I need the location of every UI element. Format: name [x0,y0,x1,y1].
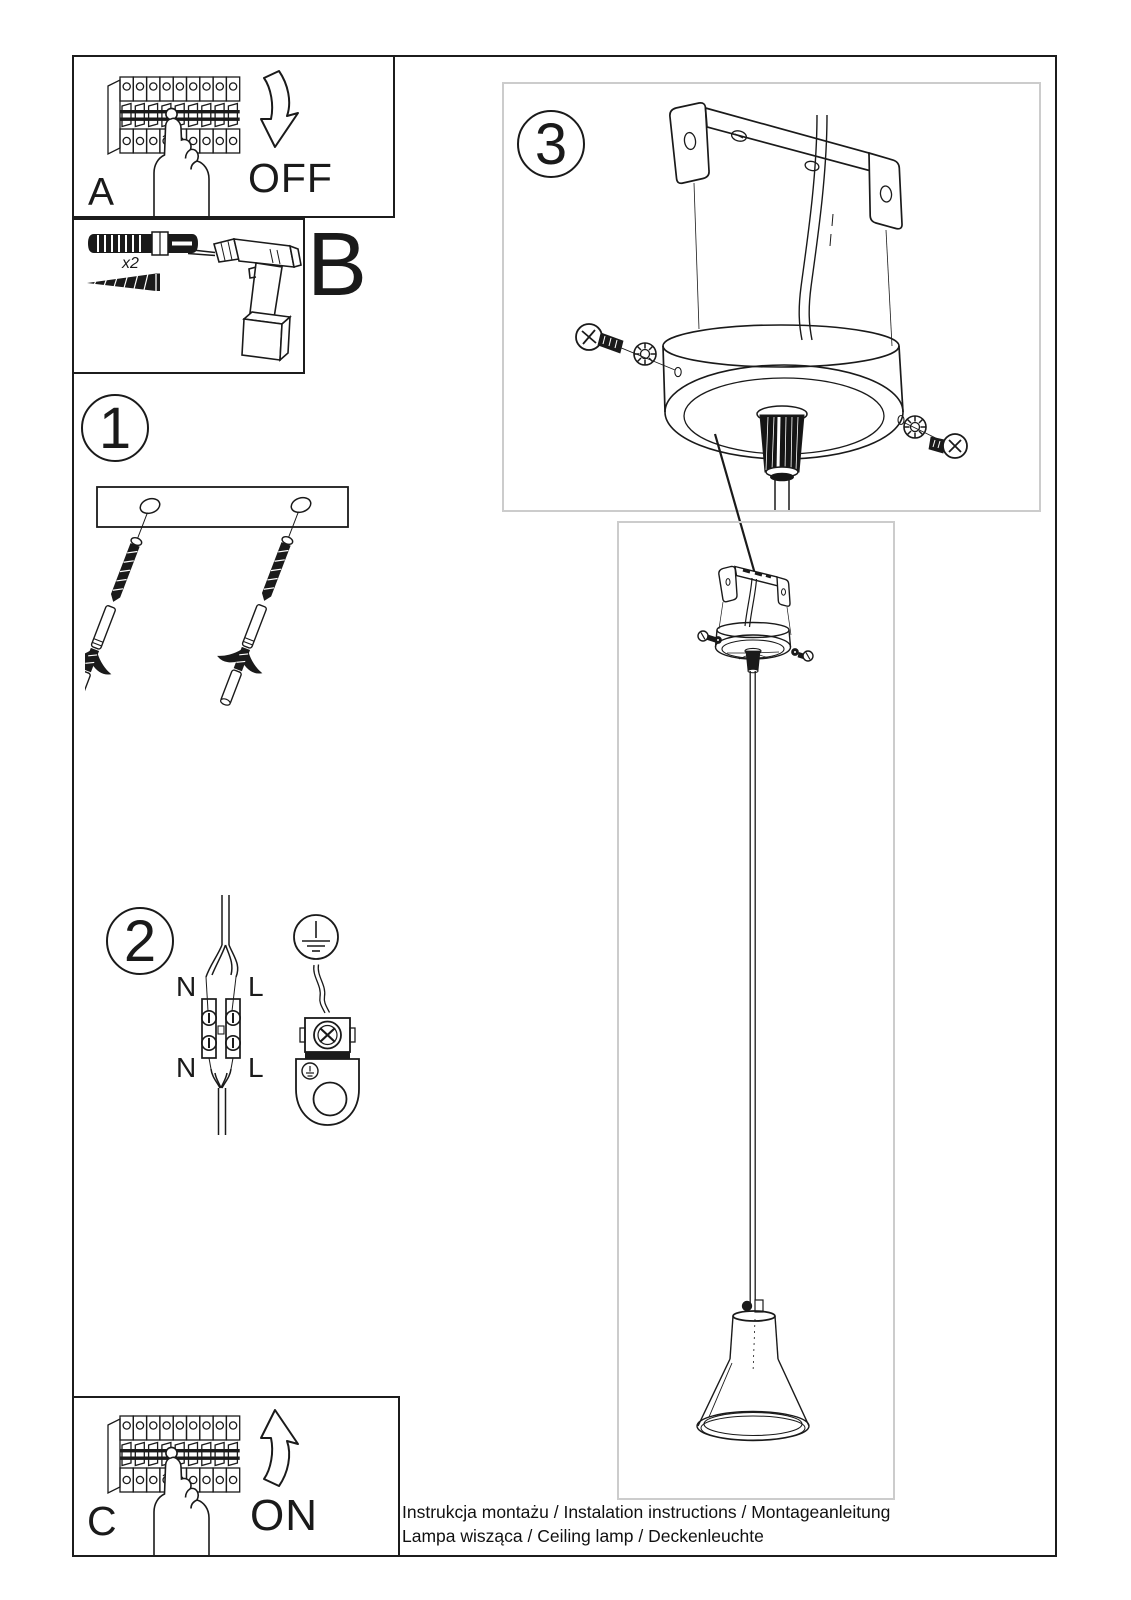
drill-icon [188,239,301,360]
label-neutral-bottom: N [176,1052,197,1083]
breaker-on-illustration [74,1398,398,1555]
canopy-screw-right-icon [904,416,967,458]
step1-badge [81,394,149,462]
lamp-shade-icon [697,1300,809,1441]
step3-number: 3 [534,111,568,177]
ground-clamp-icon [296,1018,359,1125]
wiring-illustration [170,885,380,1145]
screw-icon [87,274,160,292]
ceiling-anchors-illustration [85,470,415,720]
arrow-up-icon [261,1410,298,1486]
screw-anchor-assembly [203,503,320,713]
panel-b-letter: B [307,215,368,315]
label-live-bottom: L [248,1052,264,1083]
panel-c [72,1396,400,1557]
step1-number: 1 [98,395,132,461]
small-canopy-icon [698,623,813,673]
canopy-screw-left-icon [576,324,675,370]
wiring-panel [170,885,380,1145]
step2-number: 2 [123,908,157,974]
mounting-bracket-icon [670,103,902,229]
pendant-lamp-illustration [619,523,893,1498]
screw-anchor-assembly [85,504,169,714]
label-live-top: L [248,971,264,1002]
panel-c-state-label: ON [250,1491,318,1540]
footer [402,1501,1052,1548]
ground-symbol-icon [294,915,338,959]
label-neutral-top: N [176,971,197,1002]
panel-b [72,218,305,374]
panel-a-letter: A [88,171,115,214]
canopy-exploded-illustration [502,82,1041,512]
wall-plug-icon [88,232,198,255]
small-bracket-icon [719,566,790,606]
breaker-off-illustration [74,57,393,216]
arrow-down-icon [261,71,298,147]
panel-a [72,55,395,218]
footer-line-1: Instrukcja montażu / Instalation instructions / Montageanleitung [402,1502,891,1522]
panel-a-state-label: OFF [248,155,333,201]
wall-plug-qty: x2 [122,255,139,272]
footer-line-2: Lampa wisząca / Ceiling lamp / Deckenleuchte [402,1525,764,1546]
tools-illustration [74,220,303,372]
step2-badge [106,907,174,975]
panel-c-letter: C [87,1498,117,1544]
